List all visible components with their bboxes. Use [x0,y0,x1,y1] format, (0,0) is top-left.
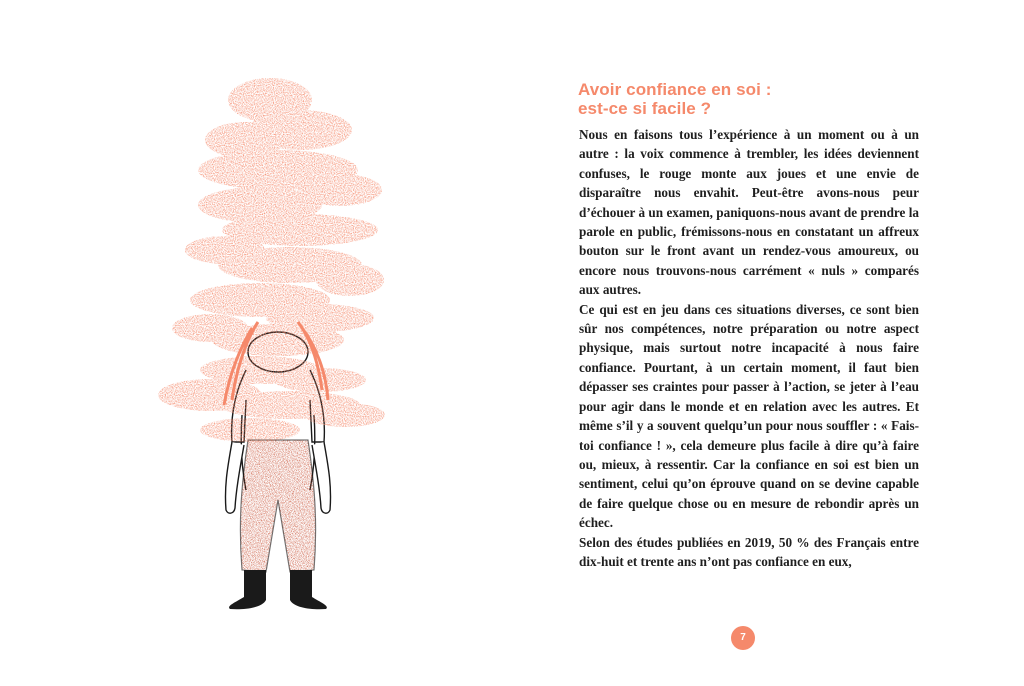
paragraph-3: Selon des études publiées en 2019, 50 % des Français entre dix-huit et trente ans n’ont pas confiance en eux, [579,534,919,569]
paragraph-2: Ce qui est en jeu dans ces situations diverses, ce sont bien sûr nos compétences, notre préparation ou notre aspect physique, mais surtout notre incapacité à nous faire confiance. Pourtant, à un certain moment, il faut bien dépasser ses craintes pour passer à l’action, se jeter à l’eau pour agir dans le monde et en relation avec les autres. Et même s’il y a souvent quelqu’un pour nous souffler : « Fais-toi confiance ! », cela demeure plus facile à dire qu’à faire ou, mieux, à ressentir. Car la confiance en soi est bien un sentiment, celui qu’on éprouve quand on se devine capable de faire quelque chose ou en mesure de rebondir après un échec. [579,301,919,531]
article-body [579,125,919,571]
heading-line-1: Avoir confiance en soi : [578,80,772,99]
heading-line-2: est-ce si facile ? [578,99,712,118]
cloud-shape [158,78,385,442]
person-in-cloud-illustration [150,70,395,615]
paragraph-1: Nous en faisons tous l’expérience à un moment ou à un autre : la voix commence à trembler, les idées deviennent confuses, le rouge monte aux joues et une envie de disparaître nous envahit. Peut-être avons-nous peur d’échouer à un examen, paniquons-nous avant de prendre la parole en public, frémissons-nous en constatant un affreux bouton sur le front avant un rendez-vous amoureux, ou encore nous trouvons-nous carrément « nuls » comparés aux autres. [579,127,919,298]
page-number-badge: 7 [731,626,755,650]
section-heading [578,80,772,118]
